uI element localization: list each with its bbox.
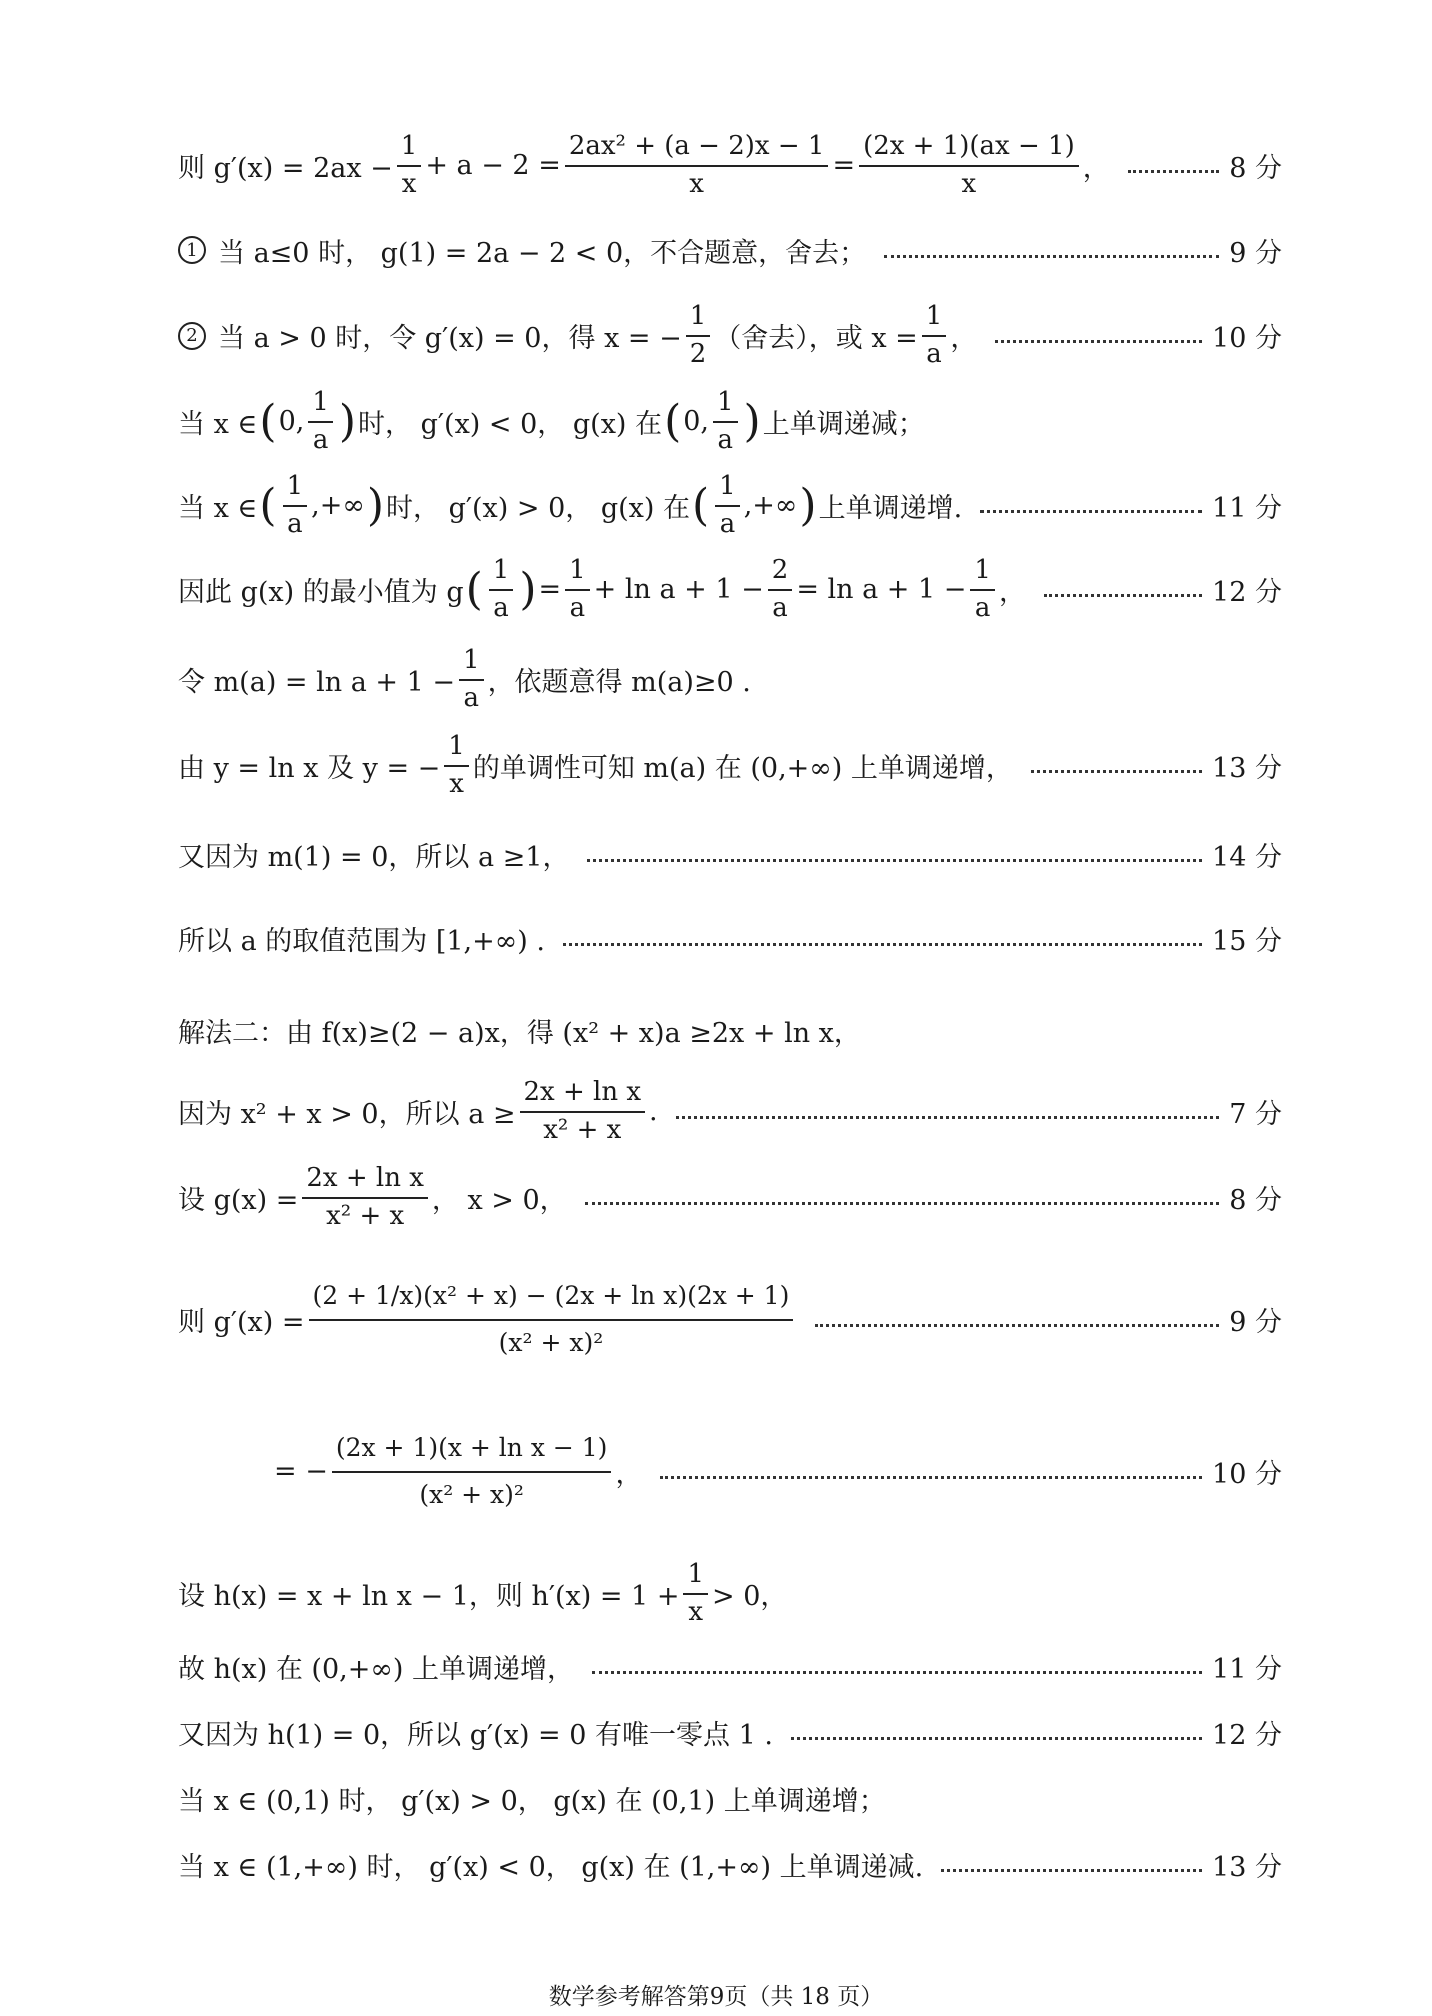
solution-line bbox=[178, 1010, 1282, 1050]
line-content: 1 当 a≤0 时， g(1) = 2a − 2 < 0，不合题意，舍去； bbox=[178, 231, 866, 270]
line-content: 由 y = ln x 及 y = − $\frac{1}{x}$ 的单调性可知 m(a) 在 (0,+∞) 上单调递增， bbox=[178, 731, 1013, 799]
solution-line bbox=[178, 1646, 1282, 1686]
fraction: $\frac{1}{a}$ bbox=[459, 646, 484, 714]
score-label: 15 分 bbox=[1212, 925, 1282, 957]
line-content: 所以 a 的取值范围为 [1,+∞) . bbox=[178, 925, 545, 957]
solution-line bbox=[178, 1560, 1282, 1628]
line-content: 2 当 a > 0 时，令 g′(x) = 0，得 x = − $\frac{1}{2}$ （舍去），或 x = $\frac{1}{a}$ ， bbox=[178, 302, 977, 370]
dot-leader bbox=[1044, 594, 1202, 597]
line-content: 则 g′(x) = 2ax − $\frac{1}{x}$ + a − 2 = $\frac{\text{2ax² + (a − 2)x − 1}}{x}$ = $\frac{(2x + 1)(ax - 1)}{x}$ ， bbox=[178, 131, 1110, 199]
solution-line bbox=[178, 230, 1282, 270]
score-label: 8 分 bbox=[1229, 153, 1282, 185]
dot-leader bbox=[676, 1116, 1220, 1119]
fraction: $\frac{\text{(2x + 1)(x + ln x − 1)}}{\text{(x² + x)²}}$ bbox=[332, 1434, 612, 1510]
dot-leader bbox=[587, 859, 1202, 862]
line-content: 则 g′(x) = $\frac{\text{(2 + 1/x)(x² + x) − (2x + ln x)(2x + 1)}}{\text{(x² + x)²}}$ bbox=[178, 1282, 797, 1358]
fraction: $\frac{1}{a}$ bbox=[970, 556, 995, 624]
solution-line bbox=[178, 1844, 1282, 1884]
fraction: $\frac{(2x + 1)(ax - 1)}{x}$ bbox=[859, 132, 1079, 200]
dot-leader bbox=[585, 1202, 1220, 1205]
fraction: $\frac{1}{a}$ bbox=[308, 388, 333, 456]
dot-leader bbox=[941, 1869, 1202, 1872]
page-footer: 数学参考解答第9页（共 18 页） bbox=[548, 1984, 884, 2010]
dot-leader bbox=[815, 1324, 1219, 1327]
circled-number: 1 bbox=[178, 236, 206, 264]
fraction: $\frac{1}{2}$ bbox=[686, 302, 711, 370]
solution-line bbox=[178, 1434, 1282, 1510]
solution-line bbox=[178, 918, 1282, 958]
score-label: 9 分 bbox=[1229, 1307, 1282, 1339]
solution-line bbox=[178, 834, 1282, 874]
fraction: $\frac{\text{2ax² + (a − 2)x − 1}}{x}$ bbox=[565, 132, 829, 200]
dot-leader bbox=[884, 255, 1219, 258]
solution-line bbox=[178, 1712, 1282, 1752]
dot-leader bbox=[980, 510, 1202, 513]
line-content: 当 x ∈ (0,1) 时， g′(x) > 0， g(x) 在 (0,1) 上单调递增； bbox=[178, 1785, 886, 1817]
fraction: $\frac{2}{a}$ bbox=[768, 556, 793, 624]
line-content: = − $\frac{\text{(2x + 1)(x + ln x − 1)}}{\text{(x² + x)²}}$ ， bbox=[274, 1433, 643, 1509]
score-label: 11 分 bbox=[1212, 1653, 1282, 1685]
score-label: 8 分 bbox=[1229, 1185, 1282, 1217]
score-label: 12 分 bbox=[1212, 1719, 1282, 1751]
fraction: $\frac{1}{x}$ bbox=[397, 132, 422, 200]
dot-leader bbox=[1031, 770, 1202, 773]
dot-leader bbox=[592, 1671, 1202, 1674]
line-content: 故 h(x) 在 (0,+∞) 上单调递增， bbox=[178, 1653, 574, 1685]
score-label: 10 分 bbox=[1212, 1459, 1282, 1491]
score-label: 13 分 bbox=[1212, 1851, 1282, 1883]
fraction: $\frac{1}{a}$ bbox=[922, 302, 947, 370]
fraction: $\frac{\text{2x + ln x}}{\text{x² + x}}$ bbox=[520, 1078, 646, 1146]
fraction: $\frac{1}{a}$ bbox=[713, 388, 738, 456]
score-label: 11 分 bbox=[1212, 493, 1282, 525]
fraction: $\frac{1}{a}$ bbox=[489, 556, 514, 624]
line-content: 当 x ∈ (1,+∞) 时， g′(x) < 0， g(x) 在 (1,+∞) 上单调递减. bbox=[178, 1851, 924, 1883]
line-content: 令 m(a) = ln a + 1 − $\frac{1}{a}$ ，依题意得 m(a)≥0 . bbox=[178, 645, 751, 713]
fraction: $\frac{\text{(2 + 1/x)(x² + x) − (2x + ln x)(2x + 1)}}{\text{(x² + x)²}}$ bbox=[309, 1282, 794, 1358]
solution-line bbox=[178, 732, 1282, 800]
solution-line bbox=[178, 1164, 1282, 1232]
solution-line bbox=[178, 556, 1282, 624]
dot-leader bbox=[995, 340, 1202, 343]
line-content: 因此 g(x) 的最小值为 g ( $\frac{1}{a}$ ) = $\frac{1}{a}$ + ln a + 1 − $\frac{2}{a}$ = ln a + 1 − $\frac{1}{a}$ ， bbox=[178, 555, 1026, 623]
line-content: 设 g(x) = $\frac{\text{2x + ln x}}{\text{x² + x}}$ ， x > 0， bbox=[178, 1163, 567, 1231]
solution-line bbox=[178, 472, 1282, 540]
score-label: 14 分 bbox=[1212, 841, 1282, 873]
fraction: $\frac{1}{a}$ bbox=[565, 556, 590, 624]
score-label: 13 分 bbox=[1212, 753, 1282, 785]
line-content: 当 x ∈ ( $\frac{1}{a}$ ,+∞ ) 时， g′(x) > 0， g(x) 在 ( $\frac{1}{a}$ ,+∞ ) 上单调递增. bbox=[178, 471, 963, 539]
circled-number: 2 bbox=[178, 322, 206, 350]
solution-line bbox=[178, 1778, 1282, 1818]
line-content: 当 x ∈ ( 0, $\frac{1}{a}$ ) 时， g′(x) < 0， g(x) 在 ( 0, $\frac{1}{a}$ ) 上单调递减； bbox=[178, 387, 925, 455]
score-label: 10 分 bbox=[1212, 323, 1282, 355]
fraction: $\frac{1}{a}$ bbox=[715, 472, 740, 540]
score-label: 9 分 bbox=[1229, 237, 1282, 269]
line-content: 因为 x² + x > 0，所以 a ≥ $\frac{\text{2x + ln x}}{\text{x² + x}}$ . bbox=[178, 1077, 658, 1145]
solution-line bbox=[178, 646, 1282, 714]
dot-leader bbox=[791, 1737, 1202, 1740]
fraction: $\frac{1}{x}$ bbox=[683, 1560, 708, 1628]
dot-leader bbox=[1128, 170, 1220, 173]
score-label: 7 分 bbox=[1229, 1099, 1282, 1131]
fraction: $\frac{\text{2x + ln x}}{\text{x² + x}}$ bbox=[302, 1164, 428, 1232]
line-content: 又因为 m(1) = 0，所以 a ≥1， bbox=[178, 841, 570, 873]
line-content: 设 h(x) = x + ln x − 1，则 h′(x) = 1 + $\frac{1}{x}$ > 0， bbox=[178, 1559, 788, 1627]
solution-line bbox=[178, 132, 1282, 200]
solution-line bbox=[178, 302, 1282, 370]
line-content: 解法二：由 f(x)≥(2 − a)x，得 (x² + x)a ≥2x + ln x， bbox=[178, 1017, 861, 1049]
dot-leader bbox=[660, 1476, 1202, 1479]
line-content: 又因为 h(1) = 0，所以 g′(x) = 0 有唯一零点 1 . bbox=[178, 1719, 773, 1751]
solution-line bbox=[178, 1078, 1282, 1146]
solution-line bbox=[178, 1282, 1282, 1358]
fraction: $\frac{1}{x}$ bbox=[444, 732, 469, 800]
dot-leader bbox=[563, 943, 1202, 946]
score-label: 12 分 bbox=[1212, 577, 1282, 609]
solution-line bbox=[178, 388, 1282, 456]
fraction: $\frac{1}{a}$ bbox=[283, 472, 308, 540]
